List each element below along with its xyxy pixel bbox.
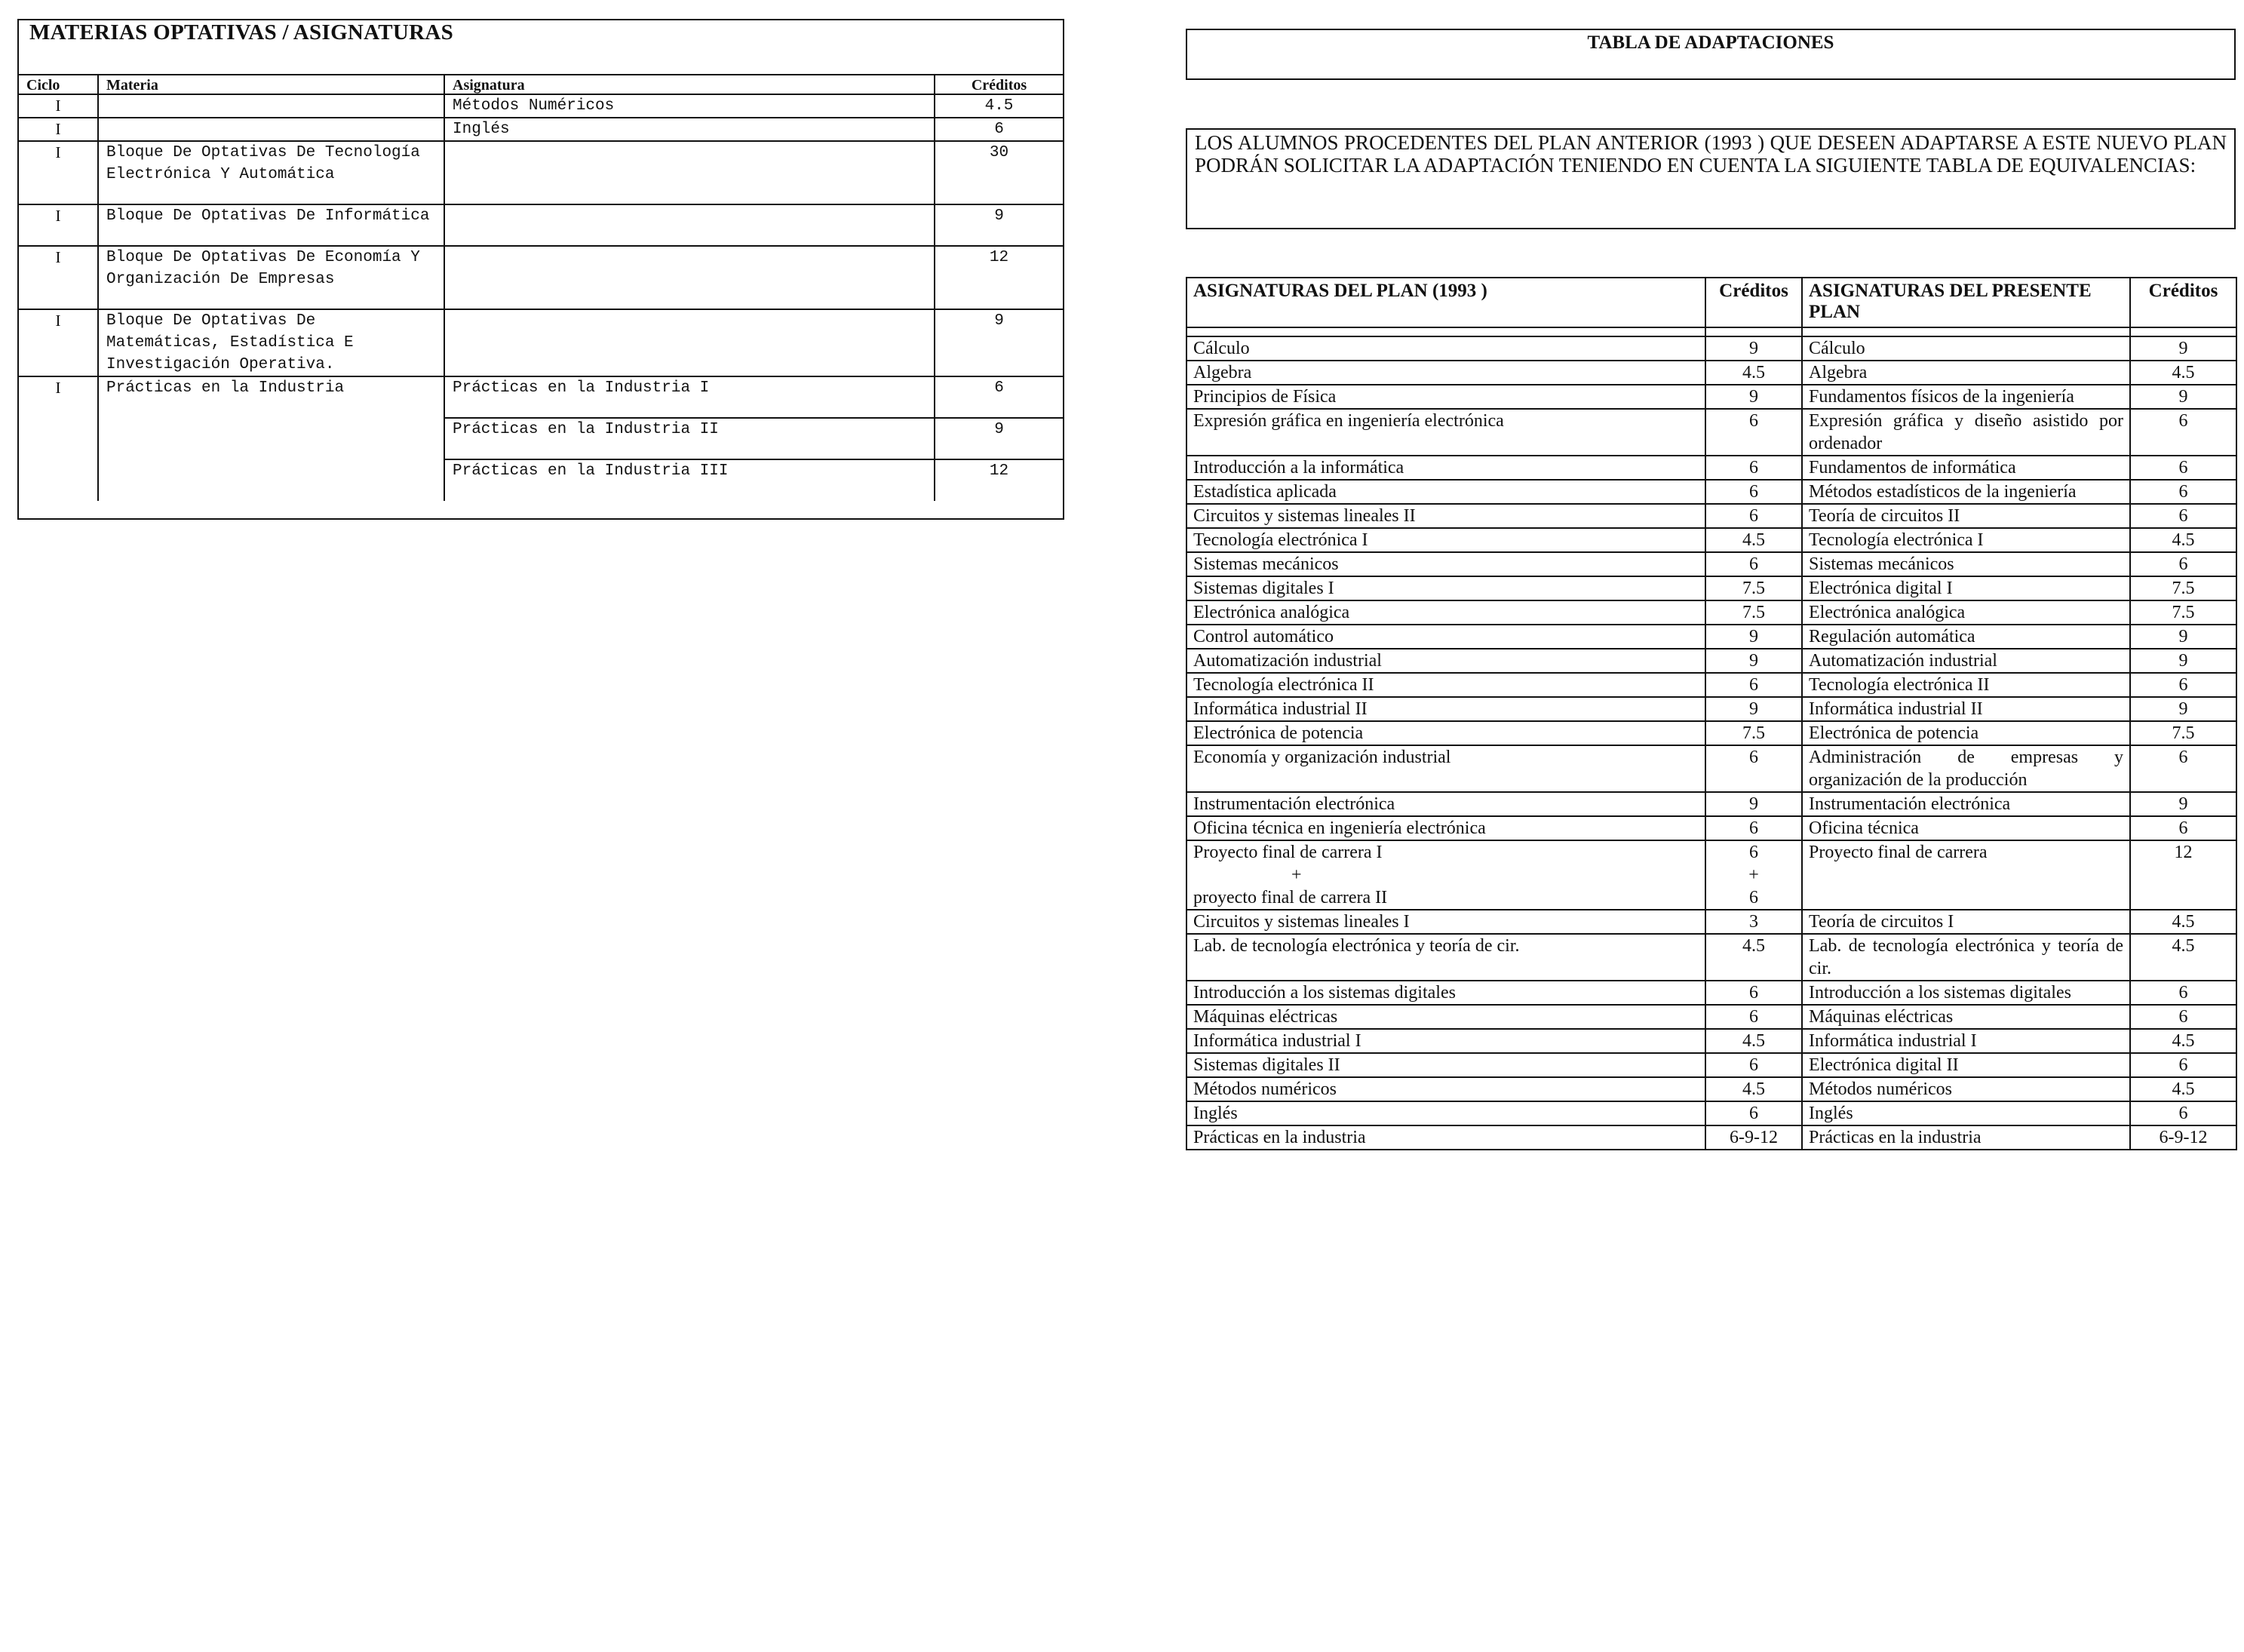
cell-creditos: 30 — [935, 141, 1063, 204]
adaptaciones-header-row — [1186, 278, 2236, 327]
cell-materia: Bloque De Optativas De Economía Y Organización De Empresas — [98, 246, 444, 309]
cell-old-credits — [1705, 840, 1802, 910]
cell-new-credits: 12 — [2130, 840, 2236, 910]
adaptacion-row — [1186, 840, 2236, 910]
cell-new-credits: 4.5 — [2130, 361, 2236, 385]
cell-new-subject: Electrónica digital II — [1802, 1053, 2130, 1077]
cell-ciclo: I — [19, 204, 98, 246]
adaptaciones-table — [1186, 277, 2237, 1150]
spacer-cell — [1186, 327, 1705, 336]
cell-new-credits: 6 — [2130, 480, 2236, 504]
adaptaciones-intro-text: LOS ALUMNOS PROCEDENTES DEL PLAN ANTERIOR (1993 ) QUE DESEEN ADAPTARSE A ESTE NUEVO PLAN PODRÁN SOLICITAR LA ADAPTACIÓN TENIENDO EN CUENTA LA SIGUIENTE TABLA DE EQUIVALENCIAS: — [1195, 131, 2227, 177]
adaptacion-row — [1186, 528, 2236, 552]
cell-new-credits: 7.5 — [2130, 576, 2236, 600]
cell-old-subject: Electrónica analógica — [1186, 600, 1705, 625]
cell-old-credits: 6 — [1705, 456, 1802, 480]
cell-asignatura — [444, 141, 935, 204]
cell-old-subject: Prácticas en la industria — [1186, 1125, 1705, 1150]
cell-new-subject: Métodos numéricos — [1802, 1077, 2130, 1101]
cell-old-subject: Informática industrial I — [1186, 1029, 1705, 1053]
old-credits-line: 6 — [1749, 843, 1758, 862]
cell-new-subject: Cálculo — [1802, 336, 2130, 361]
cell-new-credits: 4.5 — [2130, 1077, 2236, 1101]
cell-ciclo — [19, 459, 98, 501]
adaptacion-row — [1186, 409, 2236, 456]
cell-asignatura: Prácticas en la Industria II — [444, 418, 935, 459]
optativas-table-panel — [17, 19, 1064, 520]
cell-ciclo: I — [19, 118, 98, 141]
cell-old-subject: Automatización industrial — [1186, 649, 1705, 673]
adaptacion-row — [1186, 1053, 2236, 1077]
adaptacion-row — [1186, 1125, 2236, 1150]
cell-new-subject: Proyecto final de carrera — [1802, 840, 2130, 910]
cell-old-credits: 6 — [1705, 552, 1802, 576]
cell-asignatura — [444, 204, 935, 246]
cell-old-subject: Oficina técnica en ingeniería electrónica — [1186, 816, 1705, 840]
cell-old-subject: Sistemas mecánicos — [1186, 552, 1705, 576]
cell-old-credits: 6 — [1705, 816, 1802, 840]
adaptaciones-title-box — [1186, 29, 2236, 80]
cell-new-subject: Oficina técnica — [1802, 816, 2130, 840]
cell-old-credits: 4.5 — [1705, 1077, 1802, 1101]
cell-old-subject: Introducción a la informática — [1186, 456, 1705, 480]
adaptacion-row — [1186, 336, 2236, 361]
adaptacion-row — [1186, 745, 2236, 792]
old-subject-line: proyecto final de carrera II — [1193, 888, 1388, 907]
cell-new-credits: 4.5 — [2130, 934, 2236, 981]
cell-materia: Bloque De Optativas De Tecnología Electrónica Y Automática — [98, 141, 444, 204]
cell-new-subject: Automatización industrial — [1802, 649, 2130, 673]
cell-new-credits: 6 — [2130, 504, 2236, 528]
adaptacion-row — [1186, 361, 2236, 385]
cell-new-credits: 9 — [2130, 625, 2236, 649]
old-credits-line: 6 — [1749, 888, 1758, 907]
cell-new-subject: Instrumentación electrónica — [1802, 792, 2130, 816]
cell-new-subject: Regulación automática — [1802, 625, 2130, 649]
cell-asignatura: Métodos Numéricos — [444, 94, 935, 118]
cell-ciclo: I — [19, 94, 98, 118]
adaptaciones-title: TABLA DE ADAPTACIONES — [1587, 32, 1834, 53]
spacer-cell — [2130, 327, 2236, 336]
cell-new-subject: Máquinas eléctricas — [1802, 1005, 2130, 1029]
cell-new-credits: 4.5 — [2130, 1029, 2236, 1053]
adaptacion-row — [1186, 385, 2236, 409]
header-presente-plan: ASIGNATURAS DEL PRESENTE PLAN — [1802, 278, 2130, 327]
adaptacion-row — [1186, 600, 2236, 625]
cell-new-credits: 6 — [2130, 673, 2236, 697]
cell-old-credits: 9 — [1705, 385, 1802, 409]
cell-old-credits: 4.5 — [1705, 528, 1802, 552]
cell-new-subject: Teoría de circuitos I — [1802, 910, 2130, 934]
cell-old-subject: Instrumentación electrónica — [1186, 792, 1705, 816]
header-spacer-row — [1186, 327, 2236, 336]
optativas-title: MATERIAS OPTATIVAS / ASIGNATURAS — [29, 20, 454, 45]
cell-materia — [98, 94, 444, 118]
cell-creditos: 6 — [935, 118, 1063, 141]
adaptaciones-intro-box — [1186, 128, 2236, 229]
cell-asignatura: Prácticas en la Industria III — [444, 459, 935, 501]
cell-old-subject: Circuitos y sistemas lineales II — [1186, 504, 1705, 528]
adaptacion-row — [1186, 456, 2236, 480]
cell-new-subject: Tecnología electrónica II — [1802, 673, 2130, 697]
old-subject-line: Proyecto final de carrera I — [1193, 843, 1383, 862]
cell-old-credits: 6 — [1705, 981, 1802, 1005]
cell-old-subject: Inglés — [1186, 1101, 1705, 1125]
cell-old-credits: 9 — [1705, 792, 1802, 816]
cell-asignatura — [444, 246, 935, 309]
cell-old-subject: Sistemas digitales II — [1186, 1053, 1705, 1077]
cell-materia: Bloque De Optativas De Informática — [98, 204, 444, 246]
adaptacion-row — [1186, 981, 2236, 1005]
cell-ciclo: I — [19, 141, 98, 204]
cell-new-subject: Prácticas en la industria — [1802, 1125, 2130, 1150]
cell-old-credits: 9 — [1705, 697, 1802, 721]
cell-old-credits: 4.5 — [1705, 361, 1802, 385]
optativas-row — [19, 118, 1063, 141]
adaptacion-row — [1186, 1101, 2236, 1125]
cell-old-subject: Electrónica de potencia — [1186, 721, 1705, 745]
cell-new-credits: 9 — [2130, 385, 2236, 409]
cell-old-subject: Expresión gráfica en ingeniería electrónica — [1186, 409, 1705, 456]
cell-new-subject: Métodos estadísticos de la ingeniería — [1802, 480, 2130, 504]
cell-materia: Bloque De Optativas De Matemáticas, Estadística E Investigación Operativa. — [98, 309, 444, 376]
cell-new-credits: 6 — [2130, 552, 2236, 576]
cell-old-subject: Sistemas digitales I — [1186, 576, 1705, 600]
optativas-row — [19, 418, 1063, 459]
cell-old-credits: 6 — [1705, 1053, 1802, 1077]
cell-materia: Prácticas en la Industria — [98, 376, 444, 418]
header-materia: Materia — [98, 75, 444, 94]
cell-new-credits: 6 — [2130, 409, 2236, 456]
cell-new-credits: 7.5 — [2130, 600, 2236, 625]
adaptacion-row — [1186, 816, 2236, 840]
cell-old-subject — [1186, 840, 1705, 910]
cell-new-credits: 9 — [2130, 649, 2236, 673]
cell-old-subject: Introducción a los sistemas digitales — [1186, 981, 1705, 1005]
cell-old-credits: 4.5 — [1705, 934, 1802, 981]
adaptacion-row — [1186, 697, 2236, 721]
cell-new-subject: Lab. de tecnología electrónica y teoría de cir. — [1802, 934, 2130, 981]
cell-old-subject: Cálculo — [1186, 336, 1705, 361]
adaptacion-row — [1186, 625, 2236, 649]
cell-new-credits: 7.5 — [2130, 721, 2236, 745]
optativas-row — [19, 459, 1063, 501]
cell-old-subject: Lab. de tecnología electrónica y teoría de cir. — [1186, 934, 1705, 981]
cell-old-credits: 6 — [1705, 504, 1802, 528]
cell-new-subject: Expresión gráfica y diseño asistido por ordenador — [1802, 409, 2130, 456]
cell-new-subject: Fundamentos físicos de la ingeniería — [1802, 385, 2130, 409]
adaptacion-row — [1186, 910, 2236, 934]
adaptacion-row — [1186, 1029, 2236, 1053]
optativas-row — [19, 204, 1063, 246]
cell-new-subject: Electrónica de potencia — [1802, 721, 2130, 745]
cell-old-credits: 6 — [1705, 673, 1802, 697]
cell-new-subject: Fundamentos de informática — [1802, 456, 2130, 480]
cell-new-subject: Electrónica analógica — [1802, 600, 2130, 625]
cell-old-subject: Control automático — [1186, 625, 1705, 649]
cell-new-credits: 6 — [2130, 745, 2236, 792]
cell-ciclo: I — [19, 246, 98, 309]
cell-old-credits: 6 — [1705, 745, 1802, 792]
cell-ciclo: I — [19, 309, 98, 376]
cell-old-subject: Economía y organización industrial — [1186, 745, 1705, 792]
optativas-row — [19, 246, 1063, 309]
cell-ciclo: I — [19, 376, 98, 418]
cell-old-credits: 7.5 — [1705, 600, 1802, 625]
cell-new-credits: 6 — [2130, 1005, 2236, 1029]
cell-old-subject: Métodos numéricos — [1186, 1077, 1705, 1101]
cell-materia — [98, 118, 444, 141]
adaptacion-row — [1186, 649, 2236, 673]
cell-creditos: 9 — [935, 309, 1063, 376]
cell-new-subject: Introducción a los sistemas digitales — [1802, 981, 2130, 1005]
optativas-row — [19, 141, 1063, 204]
cell-old-credits: 7.5 — [1705, 576, 1802, 600]
header-plan-1993: ASIGNATURAS DEL PLAN (1993 ) — [1186, 278, 1705, 327]
cell-old-subject: Tecnología electrónica I — [1186, 528, 1705, 552]
cell-old-credits: 4.5 — [1705, 1029, 1802, 1053]
cell-new-credits: 9 — [2130, 792, 2236, 816]
cell-new-credits: 6 — [2130, 456, 2236, 480]
cell-old-credits: 7.5 — [1705, 721, 1802, 745]
cell-new-subject: Inglés — [1802, 1101, 2130, 1125]
cell-new-credits: 9 — [2130, 697, 2236, 721]
spacer-cell — [1802, 327, 2130, 336]
optativas-header-row — [19, 75, 1063, 94]
cell-old-subject: Circuitos y sistemas lineales I — [1186, 910, 1705, 934]
adaptacion-row — [1186, 721, 2236, 745]
header-ciclo: Ciclo — [19, 75, 98, 94]
cell-new-credits: 6 — [2130, 981, 2236, 1005]
cell-old-credits: 9 — [1705, 649, 1802, 673]
cell-old-credits: 6 — [1705, 409, 1802, 456]
cell-new-credits: 9 — [2130, 336, 2236, 361]
cell-creditos: 12 — [935, 246, 1063, 309]
cell-asignatura: Inglés — [444, 118, 935, 141]
cell-old-subject: Máquinas eléctricas — [1186, 1005, 1705, 1029]
cell-new-subject: Algebra — [1802, 361, 2130, 385]
cell-creditos: 9 — [935, 204, 1063, 246]
cell-new-credits: 4.5 — [2130, 910, 2236, 934]
cell-new-credits: 6 — [2130, 816, 2236, 840]
cell-creditos: 6 — [935, 376, 1063, 418]
cell-creditos: 4.5 — [935, 94, 1063, 118]
optativas-row — [19, 94, 1063, 118]
cell-old-credits: 9 — [1705, 625, 1802, 649]
cell-new-credits: 6 — [2130, 1053, 2236, 1077]
old-subject-line: + — [1291, 865, 1302, 885]
adaptacion-row — [1186, 934, 2236, 981]
cell-creditos: 12 — [935, 459, 1063, 501]
cell-new-subject: Teoría de circuitos II — [1802, 504, 2130, 528]
header-asignatura: Asignatura — [444, 75, 935, 94]
cell-old-credits: 6 — [1705, 480, 1802, 504]
adaptacion-row — [1186, 552, 2236, 576]
header-creditos-new: Créditos — [2130, 278, 2236, 327]
cell-asignatura: Prácticas en la Industria I — [444, 376, 935, 418]
adaptacion-row — [1186, 504, 2236, 528]
header-creditos: Créditos — [935, 75, 1063, 94]
cell-old-credits: 6-9-12 — [1705, 1125, 1802, 1150]
cell-old-credits: 3 — [1705, 910, 1802, 934]
cell-old-credits: 6 — [1705, 1101, 1802, 1125]
cell-old-subject: Tecnología electrónica II — [1186, 673, 1705, 697]
cell-old-credits: 9 — [1705, 336, 1802, 361]
cell-asignatura — [444, 309, 935, 376]
cell-new-subject: Informática industrial II — [1802, 697, 2130, 721]
cell-old-subject: Estadística aplicada — [1186, 480, 1705, 504]
cell-old-subject: Informática industrial II — [1186, 697, 1705, 721]
cell-materia — [98, 459, 444, 501]
optativas-row — [19, 376, 1063, 418]
optativas-table — [19, 74, 1063, 501]
header-creditos-old: Créditos — [1705, 278, 1802, 327]
adaptacion-row — [1186, 480, 2236, 504]
adaptacion-row — [1186, 576, 2236, 600]
cell-old-subject: Principios de Física — [1186, 385, 1705, 409]
cell-old-subject: Algebra — [1186, 361, 1705, 385]
cell-new-subject: Electrónica digital I — [1802, 576, 2130, 600]
old-credits-line: + — [1748, 865, 1759, 885]
cell-new-subject: Sistemas mecánicos — [1802, 552, 2130, 576]
cell-creditos: 9 — [935, 418, 1063, 459]
cell-new-credits: 4.5 — [2130, 528, 2236, 552]
cell-old-credits: 6 — [1705, 1005, 1802, 1029]
cell-materia — [98, 418, 444, 459]
cell-new-credits: 6 — [2130, 1101, 2236, 1125]
adaptacion-row — [1186, 673, 2236, 697]
optativas-row — [19, 309, 1063, 376]
cell-new-credits: 6-9-12 — [2130, 1125, 2236, 1150]
adaptacion-row — [1186, 1005, 2236, 1029]
cell-new-subject: Tecnología electrónica I — [1802, 528, 2130, 552]
adaptacion-row — [1186, 792, 2236, 816]
adaptacion-row — [1186, 1077, 2236, 1101]
cell-new-subject: Informática industrial I — [1802, 1029, 2130, 1053]
spacer-cell — [1705, 327, 1802, 336]
cell-ciclo — [19, 418, 98, 459]
cell-new-subject: Administración de empresas y organización de la producción — [1802, 745, 2130, 792]
